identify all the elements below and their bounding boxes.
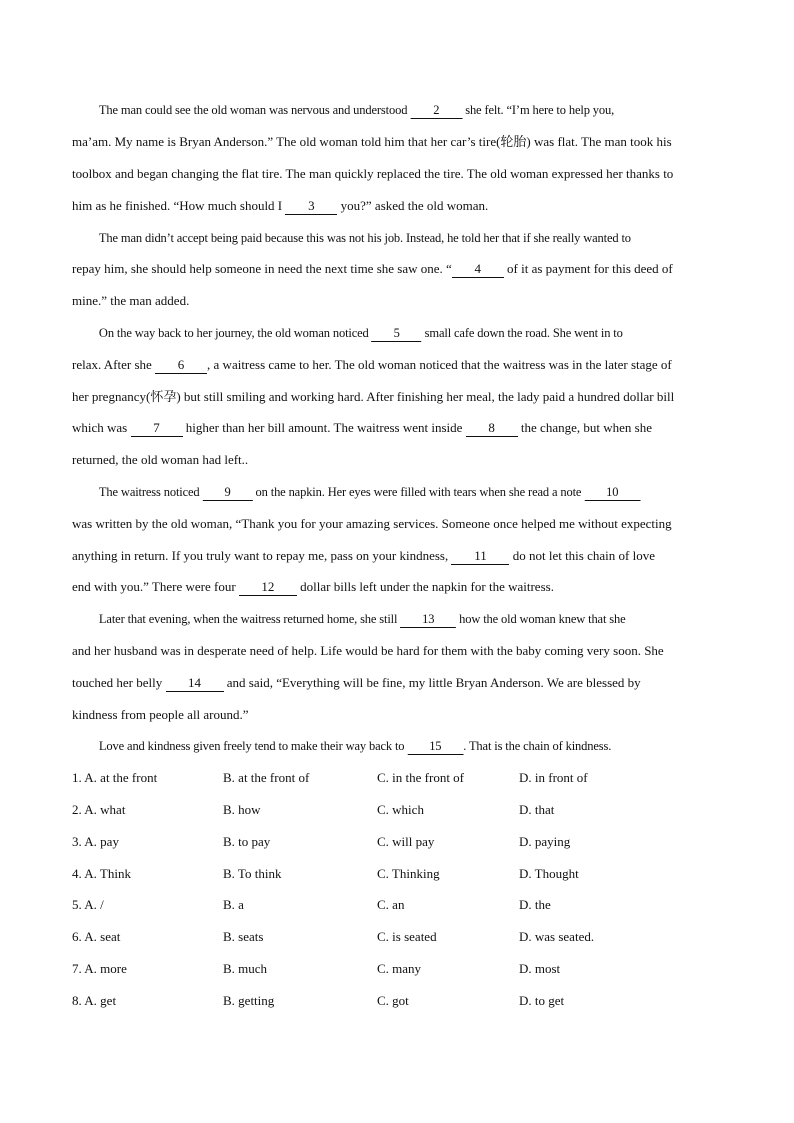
option-a: 2. A. what [72, 802, 126, 817]
option-d: D. to get [519, 993, 565, 1008]
option-c: C. an [377, 897, 405, 912]
passage-line [72, 577, 732, 597]
passage-line: and her husband was in desperate need of help. Life would be hard for them with the baby coming very soon. She [72, 643, 664, 658]
text-run: higher than her bill amount. The waitress went inside [182, 420, 466, 435]
text-run: , a waitress came to her. The old woman noticed that the waitress was in the later stage of [207, 357, 672, 372]
text-run: you?” asked the old woman. [337, 198, 489, 213]
option-c: C. which [377, 802, 424, 817]
option-a: 7. A. more [72, 961, 127, 976]
blank-10: 10 [584, 485, 640, 501]
text-run: Later that evening, when the waitress returned home, she still [98, 611, 401, 626]
text-run: dollar bills left under the napkin for the waitress. [296, 579, 554, 594]
text-run: do not let this chain of love [509, 548, 655, 563]
blank-14: 14 [166, 676, 224, 692]
option-c: C. Thinking [377, 866, 440, 881]
option-b: B. much [223, 961, 268, 976]
text-run: and said, “Everything will be fine, my little Bryan Anderson. We are blessed by [223, 675, 641, 690]
passage-line [72, 673, 732, 693]
blank-13: 13 [400, 612, 456, 628]
passage-line: toolbox and began changing the flat tire. The man quickly replaced the tire. The old woman expressed her thanks to [72, 166, 674, 181]
option-a: 1. A. at the front [72, 770, 158, 785]
passage-line: kindness from people all around.” [72, 707, 249, 722]
option-d: D. paying [519, 834, 571, 849]
text-run: small cafe down the road. She went in to [421, 325, 623, 340]
passage-line [72, 100, 734, 120]
blank-15: 15 [407, 739, 463, 755]
blank-5: 5 [372, 326, 422, 342]
option-a: 6. A. seat [72, 929, 121, 944]
text-run: touched her belly [72, 675, 166, 690]
passage-line [72, 736, 734, 756]
option-b: B. seats [223, 929, 264, 944]
text-run: how the old woman knew that she [456, 611, 626, 626]
blank-6: 6 [155, 358, 207, 374]
text-run: which was [72, 420, 131, 435]
option-c: C. got [377, 993, 409, 1008]
passage-line [72, 196, 732, 216]
passage-line: was written by the old woman, “Thank you for your amazing services. Someone once helped me without expecting [72, 516, 672, 531]
passage-line: mine.” the man added. [72, 293, 190, 308]
option-b: B. getting [223, 993, 275, 1008]
text-run: end with you.” There were four [72, 579, 239, 594]
option-b: B. at the front of [223, 770, 310, 785]
option-b: B. To think [223, 866, 282, 881]
option-d: D. that [519, 802, 555, 817]
text-run: The man could see the old woman was nervous and understood [98, 102, 411, 117]
option-a: 3. A. pay [72, 834, 119, 849]
option-b: B. a [223, 897, 244, 912]
passage-line [72, 418, 732, 438]
text-run: the change, but when she [517, 420, 652, 435]
passage-line [72, 259, 732, 279]
option-a: 8. A. get [72, 993, 117, 1008]
option-d: D. most [519, 961, 561, 976]
option-d: D. in front of [519, 770, 588, 785]
text-run: him as he finished. “How much should I [72, 198, 286, 213]
option-b: B. to pay [223, 834, 271, 849]
option-d: D. Thought [519, 866, 579, 881]
blank-11: 11 [451, 549, 509, 565]
passage-line [72, 323, 734, 343]
blank-2: 2 [410, 103, 462, 119]
blank-9: 9 [203, 485, 253, 501]
option-c: C. in the front of [377, 770, 465, 785]
text-run: on the napkin. Her eyes were filled with tears when she read a note [252, 484, 585, 499]
text-run: Love and kindness given freely tend to make their way back to [98, 738, 408, 753]
text-run: . That is the chain of kindness. [463, 738, 612, 753]
passage-line: her pregnancy(怀孕) but still smiling and working hard. After finishing her meal, the lady paid a hundred dollar bill [72, 389, 675, 404]
text-run: she felt. “I’m here to help you, [462, 102, 615, 117]
passage-line [72, 482, 734, 502]
blank-7: 7 [131, 421, 183, 437]
blank-12: 12 [239, 580, 297, 596]
passage-line: ma’am. My name is Bryan Anderson.” The old woman told him that her car’s tire(轮胎) was flat. The man took his [72, 134, 672, 149]
text-run: repay him, she should help someone in need the next time she saw one. “ [72, 261, 452, 276]
passage-line [72, 355, 732, 375]
blank-8: 8 [466, 421, 518, 437]
option-c: C. will pay [377, 834, 435, 849]
option-c: C. is seated [377, 929, 437, 944]
text-run: anything in return. If you truly want to repay me, pass on your kindness, [72, 548, 452, 563]
option-d: D. the [519, 897, 551, 912]
passage-line: returned, the old woman had left.. [72, 452, 249, 467]
option-b: B. how [223, 802, 261, 817]
text-run: The waitress noticed [98, 484, 203, 499]
option-d: D. was seated. [519, 929, 595, 944]
passage-line [72, 609, 734, 629]
blank-4: 4 [452, 262, 504, 278]
blank-3: 3 [285, 199, 337, 215]
passage-line [72, 546, 732, 566]
option-a: 4. A. Think [72, 866, 131, 881]
passage-line: The man didn’t accept being paid because this was not his job. Instead, he told her that if she really wanted to [98, 230, 631, 245]
text-run: of it as payment for this deed of [503, 261, 673, 276]
text-run: On the way back to her journey, the old woman noticed [98, 325, 372, 340]
option-c: C. many [377, 961, 422, 976]
text-run: relax. After she [72, 357, 156, 372]
option-a: 5. A. / [72, 897, 104, 912]
